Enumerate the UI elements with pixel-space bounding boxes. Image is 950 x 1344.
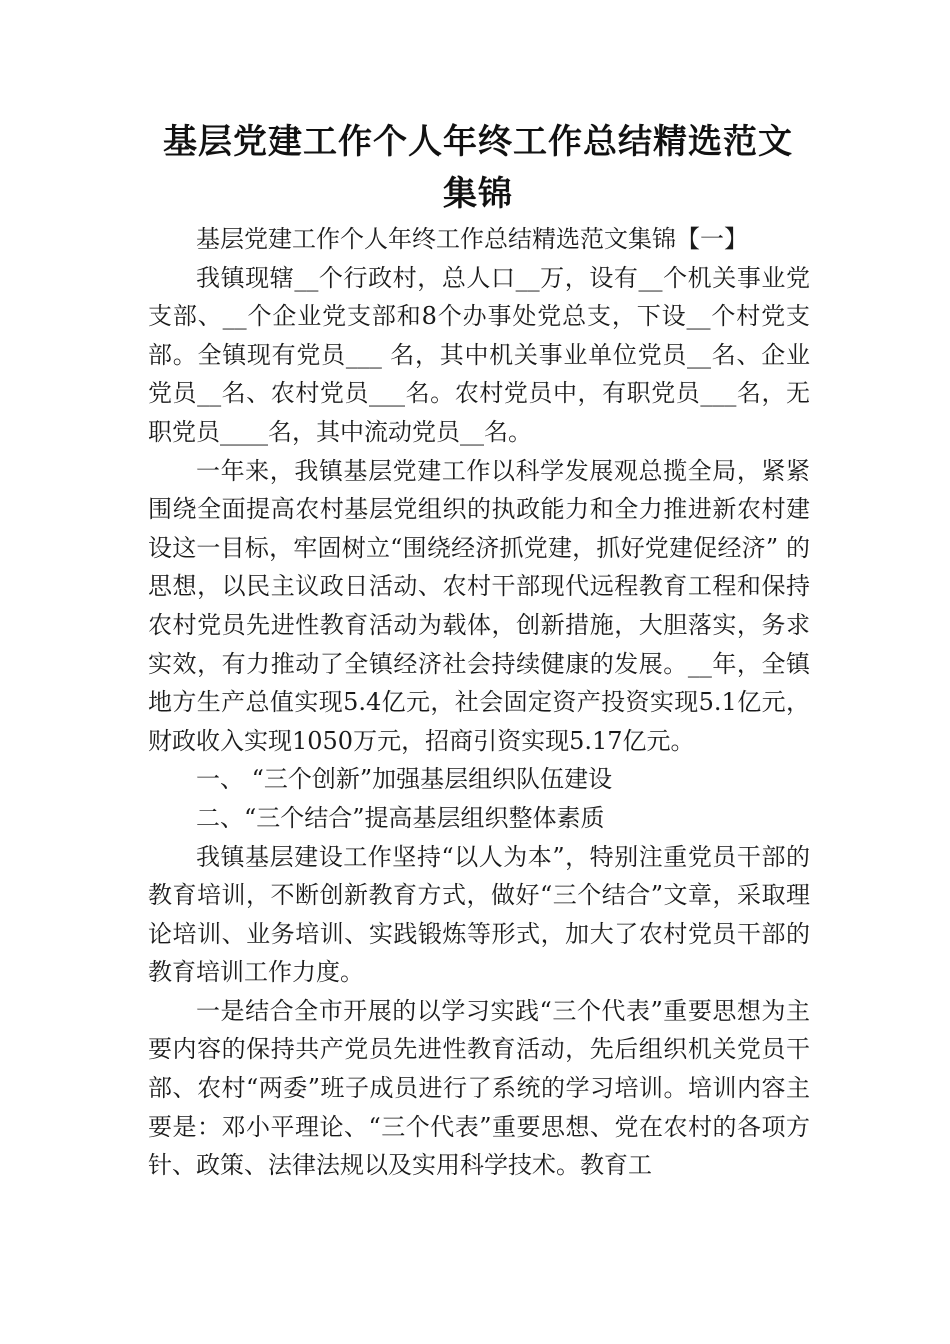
document-title: 基层党建工作个人年终工作总结精选范文集锦 bbox=[163, 122, 793, 214]
paragraph-first-point: 一是结合全市开展的以学习实践“三个代表”重要思想为主要内容的保持共产党员先进性教育活动，先后组织机关党员干部、农村“两委”班子成员进行了系统的学习培训。培训内容主要是：邓小平理论、“三个代表”重要思想、党在农村的各项方针、政策、法律法规以及实用科学技术。教育工 bbox=[148, 996, 810, 1180]
paragraph-annual-overview: 一年来，我镇基层党建工作以科学发展观总揽全局，紧紧围绕全面提高农村基层党组织的执政能力和全力推进新农村建设这一目标，牢固树立“围绕经济抓党建，抓好党建促经济” 的思想，以民主议政日活动、农村干部现代远程教育工程和保持农村党员先进性教育活动为载体，创新措施，大胆落实，务求实效，有力推动了全镇经济社会持续健康的发展。__年，全镇地方生产总值实现5.4亿元，社会固定资产投资实现5.1亿元，财政收入实现1050万元，招商引资实现5.17亿元。 bbox=[148, 456, 810, 755]
section-heading-1: 基层党建工作个人年终工作总结精选范文集锦【一】 bbox=[196, 225, 748, 253]
document-body bbox=[148, 220, 810, 1185]
paragraph-training: 我镇基层建设工作坚持“以人为本”，特别注重党员干部的教育培训，不断创新教育方式，做好“三个结合”文章，采取理论培训、业务培训、实践锻炼等形式，加大了农村党员干部的教育培训工作力度。 bbox=[148, 842, 810, 987]
subheading-three-innovations: 一、 “三个创新”加强基层组织队伍建设 bbox=[196, 765, 613, 794]
paragraph-party-statistics: 我镇现辖__个行政村，总人口__万，设有__个机关事业党支部、__个企业党支部和8个办事处党总支，下设__个村党支部。全镇现有党员___ 名，其中机关事业单位党员__名、企业党员__名、农村党员___名。农村党员中，有职党员___名，无职党员____名，其中流动党员__名。 bbox=[148, 263, 810, 446]
subheading-three-combinations: 二、“三个结合”提高基层组织整体素质 bbox=[196, 803, 605, 832]
